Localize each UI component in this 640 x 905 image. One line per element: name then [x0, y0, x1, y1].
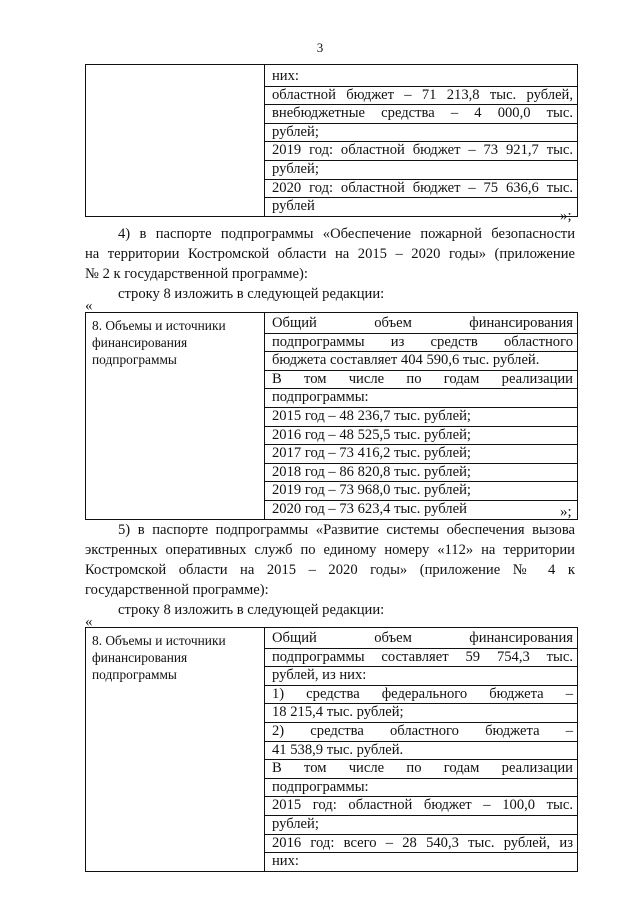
- table3-line: 2015 год: областной бюджет – 100,0 тыс.: [265, 797, 577, 816]
- table-top-line: внебюджетные средства – 4 000,0 тыс.: [265, 105, 577, 124]
- table-top-line: рублей;: [265, 161, 577, 180]
- close-quote: »;: [560, 208, 572, 224]
- table2-line: Общий объем финансирования: [265, 315, 577, 334]
- table2-line: подпрограммы из средств областного: [265, 334, 577, 353]
- table3-line: 41 538,9 тыс. рублей.: [265, 742, 577, 761]
- table2-right-cell: [265, 313, 578, 520]
- table2-left-cell: [86, 313, 265, 520]
- item4-line: № 2 к государственной программе):: [85, 266, 308, 282]
- table3-line: подпрограммы:: [265, 779, 577, 798]
- table2-line: 2015 год – 48 236,7 тыс. рублей;: [265, 408, 577, 427]
- table-top-line: них:: [265, 68, 577, 87]
- page-number: 3: [316, 40, 324, 55]
- table2-line: бюджета составляет 404 590,6 тыс. рублей.: [265, 352, 577, 371]
- item5-line: государственной программе):: [85, 582, 269, 598]
- table3-line: В том числе по годам реализации: [265, 760, 577, 779]
- table2-line: 2018 год – 86 820,8 тыс. рублей;: [265, 464, 577, 483]
- table-top: [85, 64, 578, 217]
- table-fire-safety: [85, 312, 578, 520]
- table-top-line: рублей;: [265, 124, 577, 143]
- table3-line: 1) средства федерального бюджета –: [265, 686, 577, 705]
- open-quote: «: [85, 298, 93, 314]
- table2-line: 2019 год – 73 968,0 тыс. рублей;: [265, 482, 577, 501]
- table3-right-cell: [265, 628, 578, 872]
- table2-row-label: 8. Объемы и источники финансирования подпрограммы: [92, 318, 226, 367]
- table-112-system: [85, 627, 578, 872]
- item4-line: на территории Костромской области на 2015 – 2020 годы» (приложение: [85, 246, 575, 262]
- table3-line: подпрограммы составляет 59 754,3 тыс.: [265, 649, 577, 668]
- table3-line: Общий объем финансирования: [265, 630, 577, 649]
- table3-line: 18 215,4 тыс. рублей;: [265, 704, 577, 723]
- table-top-line: рублей: [272, 198, 315, 215]
- open-quote: «: [85, 614, 93, 630]
- table2-line: 2017 год – 73 416,2 тыс. рублей;: [265, 445, 577, 464]
- table3-line: 2016 год: всего – 28 540,3 тыс. рублей, из: [265, 835, 577, 854]
- table-top-line: 2020 год: областной бюджет – 75 636,6 тыс.: [265, 180, 577, 199]
- item5-line: 5) в паспорте подпрограммы «Развитие системы обеспечения вызова: [118, 522, 575, 538]
- close-quote: »;: [560, 504, 572, 520]
- item5-line: Костромской области на 2015 – 2020 годы» (приложение № 4 к: [85, 562, 575, 578]
- table2-line: подпрограммы:: [265, 389, 577, 408]
- table-top-left-cell: [86, 65, 265, 217]
- table-top-line: 2019 год: областной бюджет – 73 921,7 тыс.: [265, 142, 577, 161]
- table-top-right-cell: [265, 65, 578, 217]
- table-top-line: областной бюджет – 71 213,8 тыс. рублей,: [265, 87, 577, 106]
- table3-line: них:: [272, 853, 299, 870]
- item4-instruction: строку 8 изложить в следующей редакции:: [118, 286, 385, 302]
- table2-line: 2016 год – 48 525,5 тыс. рублей;: [265, 427, 577, 446]
- item5-line: экстренных оперативных служб по единому номеру «112» на территории: [85, 542, 575, 558]
- table3-row-label: 8. Объемы и источники финансирования подпрограммы: [92, 633, 226, 682]
- table3-left-cell: [86, 628, 265, 872]
- item4-line: 4) в паспорте подпрограммы «Обеспечение пожарной безопасности: [118, 226, 575, 242]
- table3-line: рублей;: [265, 816, 577, 835]
- item5-instruction: строку 8 изложить в следующей редакции:: [118, 602, 385, 618]
- table3-line: 2) средства областного бюджета –: [265, 723, 577, 742]
- table3-line: рублей, из них:: [265, 667, 577, 686]
- table2-line: В том числе по годам реализации: [265, 371, 577, 390]
- table2-line: 2020 год – 73 623,4 тыс. рублей: [272, 500, 467, 517]
